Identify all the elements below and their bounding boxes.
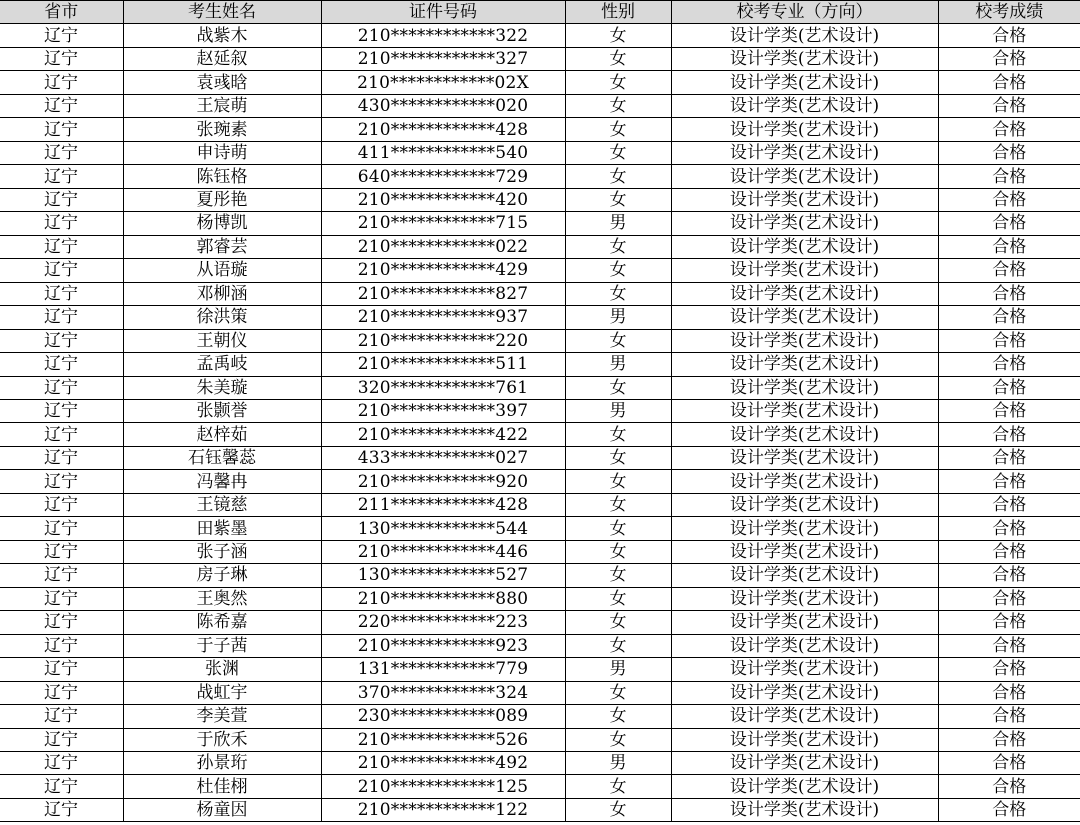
cell-result: 合格 (938, 658, 1080, 681)
cell-id-number: 433************027 (321, 446, 565, 469)
cell-province: 辽宁 (0, 775, 123, 798)
header-province: 省市 (0, 1, 123, 24)
header-name: 考生姓名 (123, 1, 321, 24)
cell-province: 辽宁 (0, 141, 123, 164)
cell-name: 邓柳涵 (123, 282, 321, 305)
cell-result: 合格 (938, 24, 1080, 47)
cell-major: 设计学类(艺术设计) (671, 470, 938, 493)
cell-province: 辽宁 (0, 188, 123, 211)
cell-gender: 男 (565, 306, 671, 329)
table-row (0, 611, 1080, 634)
cell-gender: 女 (565, 517, 671, 540)
table-row (0, 564, 1080, 587)
header-row (0, 1, 1080, 24)
table-row (0, 165, 1080, 188)
cell-result: 合格 (938, 282, 1080, 305)
cell-gender: 男 (565, 399, 671, 422)
cell-result: 合格 (938, 118, 1080, 141)
cell-name: 杜佳栩 (123, 775, 321, 798)
header-major: 校考专业（方向） (671, 1, 938, 24)
cell-province: 辽宁 (0, 517, 123, 540)
cell-id-number: 370************324 (321, 681, 565, 704)
cell-major: 设计学类(艺术设计) (671, 376, 938, 399)
cell-gender: 女 (565, 798, 671, 821)
cell-major: 设计学类(艺术设计) (671, 446, 938, 469)
table-row (0, 376, 1080, 399)
cell-major: 设计学类(艺术设计) (671, 775, 938, 798)
cell-province: 辽宁 (0, 94, 123, 117)
cell-result: 合格 (938, 399, 1080, 422)
cell-id-number: 210************429 (321, 259, 565, 282)
cell-major: 设计学类(艺术设计) (671, 540, 938, 563)
cell-name: 于子茜 (123, 634, 321, 657)
cell-major: 设计学类(艺术设计) (671, 165, 938, 188)
table-row (0, 493, 1080, 516)
cell-major: 设计学类(艺术设计) (671, 94, 938, 117)
cell-name: 王奥然 (123, 587, 321, 610)
cell-gender: 女 (565, 587, 671, 610)
cell-major: 设计学类(艺术设计) (671, 141, 938, 164)
cell-result: 合格 (938, 540, 1080, 563)
header-id-number: 证件号码 (321, 1, 565, 24)
cell-id-number: 320************761 (321, 376, 565, 399)
cell-id-number: 210************827 (321, 282, 565, 305)
cell-province: 辽宁 (0, 24, 123, 47)
cell-id-number: 210************322 (321, 24, 565, 47)
table-row (0, 212, 1080, 235)
table-row (0, 423, 1080, 446)
cell-id-number: 211************428 (321, 493, 565, 516)
cell-gender: 女 (565, 493, 671, 516)
cell-name: 冯馨冉 (123, 470, 321, 493)
cell-name: 陈钰格 (123, 165, 321, 188)
cell-id-number: 210************022 (321, 235, 565, 258)
table-row (0, 798, 1080, 821)
cell-gender: 女 (565, 329, 671, 352)
cell-id-number: 131************779 (321, 658, 565, 681)
cell-name: 赵梓茹 (123, 423, 321, 446)
table-row (0, 329, 1080, 352)
cell-gender: 女 (565, 423, 671, 446)
cell-id-number: 220************223 (321, 611, 565, 634)
cell-id-number: 210************920 (321, 470, 565, 493)
cell-province: 辽宁 (0, 165, 123, 188)
cell-name: 朱美璇 (123, 376, 321, 399)
table-row (0, 282, 1080, 305)
cell-id-number: 411************540 (321, 141, 565, 164)
cell-province: 辽宁 (0, 259, 123, 282)
cell-gender: 女 (565, 71, 671, 94)
cell-major: 设计学类(艺术设计) (671, 493, 938, 516)
cell-major: 设计学类(艺术设计) (671, 259, 938, 282)
table-row (0, 681, 1080, 704)
cell-name: 杨童因 (123, 798, 321, 821)
table-row (0, 517, 1080, 540)
cell-province: 辽宁 (0, 212, 123, 235)
cell-gender: 女 (565, 94, 671, 117)
cell-major: 设计学类(艺术设计) (671, 399, 938, 422)
cell-major: 设计学类(艺术设计) (671, 564, 938, 587)
cell-province: 辽宁 (0, 611, 123, 634)
table-row (0, 259, 1080, 282)
cell-province: 辽宁 (0, 306, 123, 329)
cell-major: 设计学类(艺术设计) (671, 118, 938, 141)
table-row (0, 752, 1080, 775)
cell-gender: 女 (565, 705, 671, 728)
cell-province: 辽宁 (0, 540, 123, 563)
cell-major: 设计学类(艺术设计) (671, 212, 938, 235)
cell-province: 辽宁 (0, 282, 123, 305)
cell-result: 合格 (938, 564, 1080, 587)
cell-gender: 女 (565, 470, 671, 493)
cell-gender: 女 (565, 24, 671, 47)
cell-id-number: 210************428 (321, 118, 565, 141)
cell-name: 王朝仪 (123, 329, 321, 352)
cell-result: 合格 (938, 235, 1080, 258)
cell-name: 田紫墨 (123, 517, 321, 540)
cell-id-number: 210************422 (321, 423, 565, 446)
cell-major: 设计学类(艺术设计) (671, 329, 938, 352)
cell-name: 张颢誉 (123, 399, 321, 422)
cell-province: 辽宁 (0, 798, 123, 821)
table-row (0, 235, 1080, 258)
cell-name: 孟禹岐 (123, 353, 321, 376)
cell-name: 申诗萌 (123, 141, 321, 164)
cell-id-number: 210************125 (321, 775, 565, 798)
cell-gender: 女 (565, 540, 671, 563)
table-row (0, 470, 1080, 493)
cell-gender: 女 (565, 235, 671, 258)
cell-gender: 女 (565, 775, 671, 798)
cell-major: 设计学类(艺术设计) (671, 71, 938, 94)
cell-province: 辽宁 (0, 587, 123, 610)
cell-gender: 女 (565, 47, 671, 70)
cell-gender: 女 (565, 141, 671, 164)
cell-result: 合格 (938, 634, 1080, 657)
cell-name: 战虹宇 (123, 681, 321, 704)
table-row (0, 353, 1080, 376)
cell-province: 辽宁 (0, 681, 123, 704)
cell-major: 设计学类(艺术设计) (671, 587, 938, 610)
cell-province: 辽宁 (0, 446, 123, 469)
cell-gender: 女 (565, 118, 671, 141)
cell-major: 设计学类(艺术设计) (671, 728, 938, 751)
header-gender: 性别 (565, 1, 671, 24)
cell-result: 合格 (938, 376, 1080, 399)
cell-result: 合格 (938, 470, 1080, 493)
cell-major: 设计学类(艺术设计) (671, 188, 938, 211)
cell-id-number: 130************544 (321, 517, 565, 540)
cell-result: 合格 (938, 94, 1080, 117)
cell-province: 辽宁 (0, 329, 123, 352)
cell-name: 张子涵 (123, 540, 321, 563)
cell-name: 袁彧晗 (123, 71, 321, 94)
cell-name: 杨博凯 (123, 212, 321, 235)
cell-result: 合格 (938, 587, 1080, 610)
cell-result: 合格 (938, 493, 1080, 516)
cell-name: 王宸萌 (123, 94, 321, 117)
cell-id-number: 210************526 (321, 728, 565, 751)
cell-name: 战紫木 (123, 24, 321, 47)
table-row (0, 141, 1080, 164)
cell-id-number: 430************020 (321, 94, 565, 117)
cell-id-number: 210************880 (321, 587, 565, 610)
cell-name: 张琬素 (123, 118, 321, 141)
table-row (0, 446, 1080, 469)
cell-province: 辽宁 (0, 235, 123, 258)
cell-id-number: 210************446 (321, 540, 565, 563)
cell-major: 设计学类(艺术设计) (671, 658, 938, 681)
cell-id-number: 130************527 (321, 564, 565, 587)
cell-province: 辽宁 (0, 71, 123, 94)
cell-gender: 女 (565, 282, 671, 305)
cell-name: 赵延叙 (123, 47, 321, 70)
table-body (0, 24, 1080, 822)
cell-gender: 男 (565, 212, 671, 235)
cell-province: 辽宁 (0, 634, 123, 657)
cell-name: 陈希嘉 (123, 611, 321, 634)
cell-result: 合格 (938, 141, 1080, 164)
cell-result: 合格 (938, 446, 1080, 469)
table-row (0, 634, 1080, 657)
cell-name: 徐洪策 (123, 306, 321, 329)
cell-result: 合格 (938, 611, 1080, 634)
table-row (0, 71, 1080, 94)
cell-province: 辽宁 (0, 118, 123, 141)
table-row (0, 24, 1080, 47)
cell-province: 辽宁 (0, 353, 123, 376)
cell-province: 辽宁 (0, 423, 123, 446)
cell-name: 石钰馨蕊 (123, 446, 321, 469)
cell-id-number: 210************397 (321, 399, 565, 422)
cell-province: 辽宁 (0, 752, 123, 775)
cell-result: 合格 (938, 329, 1080, 352)
cell-id-number: 210************327 (321, 47, 565, 70)
cell-id-number: 210************937 (321, 306, 565, 329)
cell-gender: 女 (565, 446, 671, 469)
cell-name: 房子琳 (123, 564, 321, 587)
cell-name: 夏彤艳 (123, 188, 321, 211)
cell-result: 合格 (938, 188, 1080, 211)
cell-id-number: 210************511 (321, 353, 565, 376)
cell-name: 张渊 (123, 658, 321, 681)
cell-province: 辽宁 (0, 47, 123, 70)
cell-major: 设计学类(艺术设计) (671, 517, 938, 540)
cell-name: 孙景珩 (123, 752, 321, 775)
cell-name: 郭睿芸 (123, 235, 321, 258)
cell-name: 从语璇 (123, 259, 321, 282)
table-row (0, 728, 1080, 751)
cell-province: 辽宁 (0, 728, 123, 751)
cell-major: 设计学类(艺术设计) (671, 634, 938, 657)
cell-province: 辽宁 (0, 470, 123, 493)
cell-id-number: 210************492 (321, 752, 565, 775)
cell-gender: 女 (565, 564, 671, 587)
cell-result: 合格 (938, 47, 1080, 70)
cell-id-number: 640************729 (321, 165, 565, 188)
cell-major: 设计学类(艺术设计) (671, 306, 938, 329)
cell-id-number: 210************715 (321, 212, 565, 235)
cell-gender: 女 (565, 188, 671, 211)
table-row (0, 94, 1080, 117)
table-row (0, 658, 1080, 681)
cell-id-number: 210************420 (321, 188, 565, 211)
cell-result: 合格 (938, 728, 1080, 751)
cell-result: 合格 (938, 705, 1080, 728)
cell-major: 设计学类(艺术设计) (671, 705, 938, 728)
cell-id-number: 210************923 (321, 634, 565, 657)
cell-gender: 女 (565, 634, 671, 657)
table-row (0, 587, 1080, 610)
table-row (0, 775, 1080, 798)
table-row (0, 306, 1080, 329)
cell-major: 设计学类(艺术设计) (671, 47, 938, 70)
table-row (0, 399, 1080, 422)
cell-result: 合格 (938, 775, 1080, 798)
cell-name: 李美萱 (123, 705, 321, 728)
cell-result: 合格 (938, 259, 1080, 282)
cell-result: 合格 (938, 306, 1080, 329)
table-row (0, 47, 1080, 70)
cell-major: 设计学类(艺术设计) (671, 282, 938, 305)
cell-major: 设计学类(艺术设计) (671, 798, 938, 821)
cell-province: 辽宁 (0, 399, 123, 422)
header-result: 校考成绩 (938, 1, 1080, 24)
cell-result: 合格 (938, 798, 1080, 821)
cell-id-number: 210************02X (321, 71, 565, 94)
table-row (0, 188, 1080, 211)
table-row (0, 540, 1080, 563)
cell-result: 合格 (938, 752, 1080, 775)
cell-name: 王镜慈 (123, 493, 321, 516)
cell-id-number: 230************089 (321, 705, 565, 728)
cell-province: 辽宁 (0, 658, 123, 681)
cell-province: 辽宁 (0, 705, 123, 728)
table-row (0, 118, 1080, 141)
cell-gender: 女 (565, 259, 671, 282)
cell-result: 合格 (938, 681, 1080, 704)
cell-result: 合格 (938, 517, 1080, 540)
cell-major: 设计学类(艺术设计) (671, 235, 938, 258)
cell-major: 设计学类(艺术设计) (671, 423, 938, 446)
cell-gender: 女 (565, 611, 671, 634)
cell-result: 合格 (938, 212, 1080, 235)
cell-gender: 男 (565, 658, 671, 681)
cell-major: 设计学类(艺术设计) (671, 681, 938, 704)
cell-province: 辽宁 (0, 564, 123, 587)
cell-gender: 女 (565, 728, 671, 751)
cell-gender: 男 (565, 752, 671, 775)
cell-gender: 男 (565, 353, 671, 376)
cell-major: 设计学类(艺术设计) (671, 353, 938, 376)
cell-id-number: 210************220 (321, 329, 565, 352)
cell-result: 合格 (938, 165, 1080, 188)
cell-result: 合格 (938, 353, 1080, 376)
cell-gender: 女 (565, 681, 671, 704)
cell-result: 合格 (938, 71, 1080, 94)
cell-id-number: 210************122 (321, 798, 565, 821)
cell-major: 设计学类(艺术设计) (671, 752, 938, 775)
cell-province: 辽宁 (0, 376, 123, 399)
cell-name: 于欣禾 (123, 728, 321, 751)
cell-major: 设计学类(艺术设计) (671, 24, 938, 47)
cell-result: 合格 (938, 423, 1080, 446)
cell-gender: 女 (565, 165, 671, 188)
table-row (0, 705, 1080, 728)
cell-gender: 女 (565, 376, 671, 399)
cell-major: 设计学类(艺术设计) (671, 611, 938, 634)
cell-province: 辽宁 (0, 493, 123, 516)
